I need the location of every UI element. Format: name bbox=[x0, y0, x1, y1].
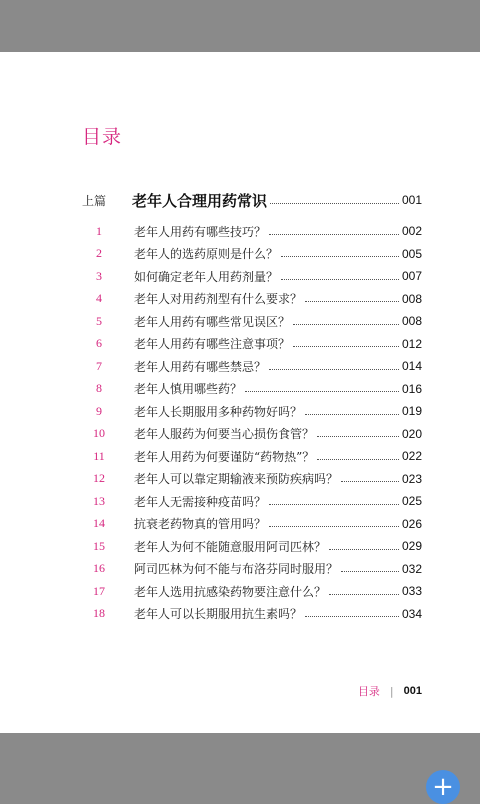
dot-leader bbox=[317, 436, 399, 437]
toc-item-number: 16 bbox=[93, 561, 105, 576]
section-title: 老年人合理用药常识 bbox=[132, 191, 268, 210]
toc-item-title: 老年人的选药原则是什么？ bbox=[134, 247, 279, 262]
footer-label: 目录 bbox=[357, 685, 380, 698]
toc-item[interactable] bbox=[82, 220, 422, 243]
toc-item-title: 老年人可以长期服用抗生素吗？ bbox=[134, 607, 303, 622]
toc-item-number: 15 bbox=[93, 538, 105, 553]
toc-item-page-number: 034 bbox=[401, 606, 422, 621]
toc-item[interactable] bbox=[82, 378, 422, 401]
toc-list bbox=[82, 220, 422, 625]
toc-item-page-number: 002 bbox=[401, 224, 422, 239]
toc-item-number: 9 bbox=[96, 403, 102, 418]
toc-item[interactable] bbox=[82, 243, 422, 266]
toc-item-number: 11 bbox=[93, 448, 105, 463]
footer-page-number: 001 bbox=[403, 685, 422, 697]
toc-item-page-number: 023 bbox=[401, 471, 422, 486]
toc-item-title: 抗衰老药物真的管用吗？ bbox=[134, 517, 267, 532]
dot-leader bbox=[281, 279, 399, 280]
footer-separator: | bbox=[389, 684, 394, 698]
dot-leader bbox=[341, 481, 399, 482]
top-bar bbox=[0, 0, 480, 52]
toc-item-page-number: 016 bbox=[401, 381, 422, 396]
toc-item[interactable] bbox=[82, 355, 422, 378]
toc-item-title: 老年人慎用哪些药？ bbox=[134, 382, 243, 397]
dot-leader bbox=[269, 369, 399, 370]
dot-leader bbox=[245, 391, 399, 392]
toc-item[interactable] bbox=[82, 310, 422, 333]
toc-item-title: 老年人选用抗感染药物要注意什么？ bbox=[134, 584, 327, 599]
toc-item-page-number: 007 bbox=[401, 269, 422, 284]
toc-item-title: 老年人用药有哪些禁忌？ bbox=[134, 359, 267, 374]
dot-leader bbox=[270, 203, 399, 204]
dot-leader bbox=[305, 301, 399, 302]
toc-item[interactable] bbox=[82, 288, 422, 311]
page-footer bbox=[358, 683, 422, 699]
toc-item-number: 17 bbox=[93, 583, 105, 598]
toc-item-number: 14 bbox=[93, 516, 105, 531]
toc-item-number: 3 bbox=[96, 268, 102, 283]
dot-leader bbox=[269, 526, 399, 527]
toc-item-number: 10 bbox=[93, 426, 105, 441]
toc-item-number: 4 bbox=[96, 291, 102, 306]
toc-item-number: 7 bbox=[96, 358, 102, 373]
toc-item-page-number: 008 bbox=[401, 291, 422, 306]
dot-leader bbox=[269, 504, 399, 505]
toc-item-page-number: 033 bbox=[401, 584, 422, 599]
dot-leader bbox=[305, 414, 399, 415]
dot-leader bbox=[305, 616, 399, 617]
toc-item-page-number: 008 bbox=[401, 314, 422, 329]
toc-item[interactable] bbox=[82, 445, 422, 468]
toc-item[interactable] bbox=[82, 468, 422, 491]
toc-item-title: 如何确定老年人用药剂量？ bbox=[134, 269, 279, 284]
toc-item-page-number: 022 bbox=[401, 449, 422, 464]
book-page bbox=[0, 52, 480, 733]
section-page-number: 001 bbox=[401, 193, 422, 207]
add-button[interactable] bbox=[426, 770, 460, 804]
toc-item-page-number: 020 bbox=[401, 426, 422, 441]
toc-item-title: 阿司匹林为何不能与布洛芬同时服用？ bbox=[134, 562, 339, 577]
toc-item-number: 1 bbox=[96, 223, 102, 238]
toc-item[interactable] bbox=[82, 603, 422, 626]
dot-leader bbox=[329, 594, 399, 595]
dot-leader bbox=[317, 459, 399, 460]
toc-item[interactable] bbox=[82, 423, 422, 446]
toc-item[interactable] bbox=[82, 400, 422, 423]
toc-item-page-number: 026 bbox=[401, 516, 422, 531]
toc-item-title: 老年人无需接种疫苗吗？ bbox=[134, 494, 267, 509]
toc-item-number: 18 bbox=[93, 606, 105, 621]
dot-leader bbox=[341, 571, 399, 572]
toc-item-page-number: 025 bbox=[401, 494, 422, 509]
toc-section-row[interactable] bbox=[82, 189, 422, 211]
toc-item-page-number: 019 bbox=[401, 404, 422, 419]
toc-item-number: 13 bbox=[93, 493, 105, 508]
toc-item[interactable] bbox=[82, 513, 422, 536]
toc-item[interactable] bbox=[82, 265, 422, 288]
toc-item[interactable] bbox=[82, 558, 422, 581]
toc-item-title: 老年人用药有哪些常见误区？ bbox=[134, 314, 291, 329]
toc-item[interactable] bbox=[82, 580, 422, 603]
toc-item-title: 老年人可以靠定期输液来预防疾病吗？ bbox=[134, 472, 339, 487]
dot-leader bbox=[329, 549, 399, 550]
toc-item-title: 老年人用药有哪些技巧？ bbox=[134, 224, 267, 239]
plus-icon: + bbox=[432, 772, 454, 802]
toc-item-number: 8 bbox=[96, 381, 102, 396]
dot-leader bbox=[293, 346, 399, 347]
toc-item-number: 2 bbox=[96, 246, 102, 261]
toc-item-title: 老年人长期服用多种药物好吗？ bbox=[134, 404, 303, 419]
toc-item[interactable] bbox=[82, 535, 422, 558]
section-label: 上篇 bbox=[82, 193, 107, 208]
toc-item-page-number: 029 bbox=[401, 539, 422, 554]
toc-item-number: 5 bbox=[96, 313, 102, 328]
toc-item-page-number: 005 bbox=[401, 246, 422, 261]
bottom-bar bbox=[0, 733, 480, 800]
toc-item-page-number: 032 bbox=[401, 561, 422, 576]
toc-title: 目录 bbox=[82, 126, 123, 148]
toc-item-title: 老年人为何不能随意服用阿司匹林？ bbox=[134, 539, 327, 554]
toc-item-page-number: 014 bbox=[401, 359, 422, 374]
toc-item-title: 老年人对用药剂型有什么要求？ bbox=[134, 292, 303, 307]
dot-leader bbox=[281, 256, 399, 257]
toc-item[interactable] bbox=[82, 333, 422, 356]
toc-item-page-number: 012 bbox=[401, 336, 422, 351]
toc-item-title: 老年人服药为何要当心损伤食管？ bbox=[134, 427, 315, 442]
toc-item-number: 12 bbox=[93, 471, 105, 486]
dot-leader bbox=[293, 324, 399, 325]
toc-item-number: 6 bbox=[96, 336, 102, 351]
toc-item-title: 老年人用药有哪些注意事项？ bbox=[134, 337, 291, 352]
toc-item-title: 老年人用药为何要谨防“药物热”？ bbox=[134, 449, 315, 464]
toc-item[interactable] bbox=[82, 490, 422, 513]
dot-leader bbox=[269, 234, 399, 235]
